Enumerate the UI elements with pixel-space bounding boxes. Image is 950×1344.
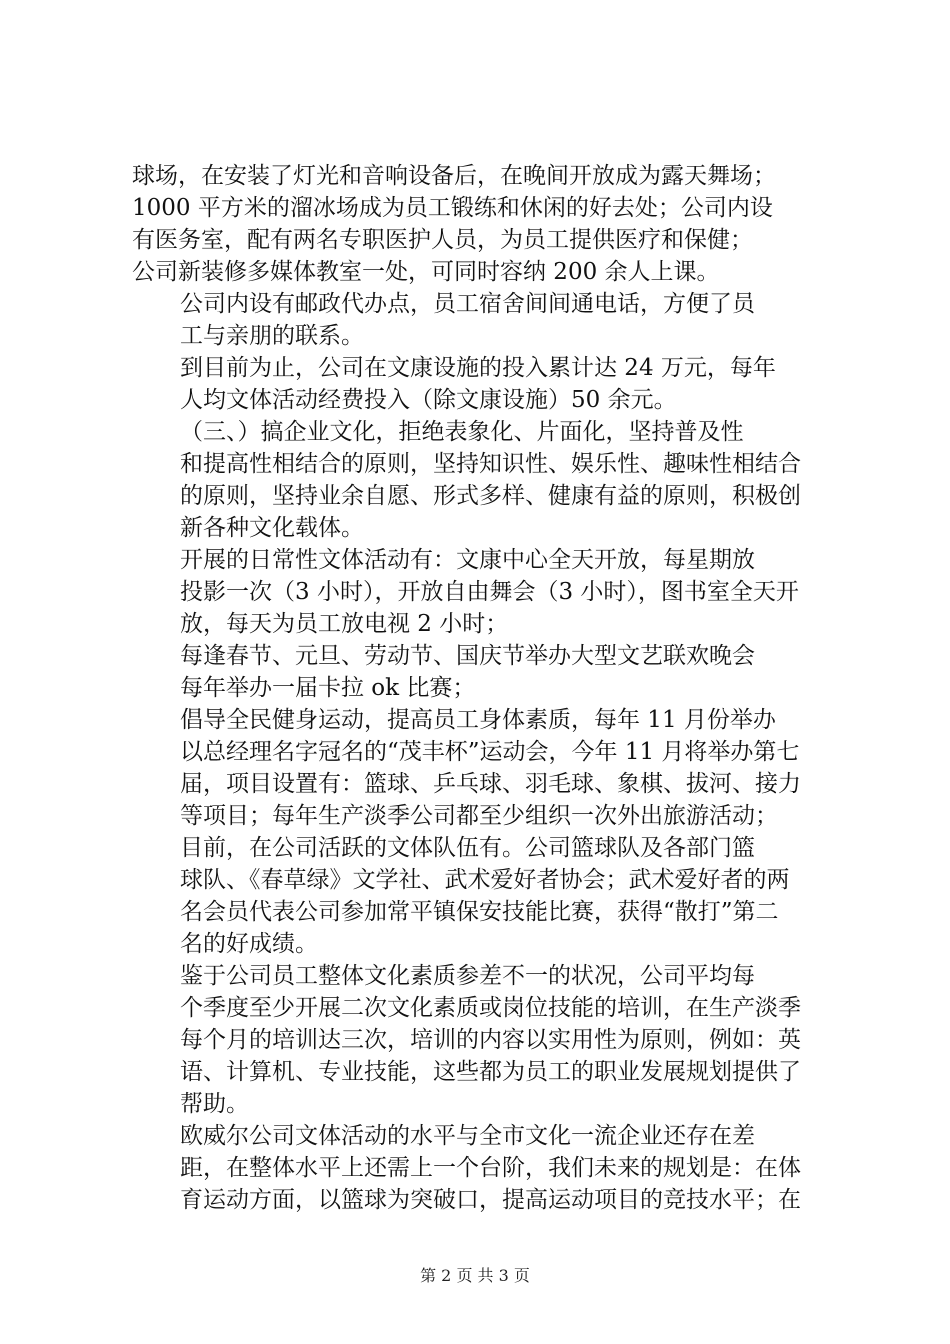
text-line: 帮助。 (180, 1091, 249, 1117)
text-line: 1000 平方米的溜冰场成为员工锻练和休闲的好去处；公司内设 (132, 195, 773, 221)
text-line: 每逢春节、元旦、劳动节、国庆节举办大型文艺联欢晚会 (180, 643, 755, 669)
text-line: 以总经理名字冠名的“茂丰杯”运动会，今年 11 月将举办第七 (180, 739, 800, 765)
paragraph-facilities (132, 160, 832, 288)
text-line: （三、）搞企业文化，拒绝表象化、片面化，坚持普及性 (180, 419, 744, 445)
paragraph-training (132, 960, 832, 1120)
text-line: 个季度至少开展二次文化素质或岗位技能的培训，在生产淡季 (180, 995, 801, 1021)
text-line: 语、计算机、专业技能，这些都为员工的职业发展规划提供了 (180, 1059, 801, 1085)
paragraph-holiday-events (132, 640, 832, 704)
page-indicator: 第 2 页 共 3 页 (420, 1266, 530, 1285)
document-body (132, 160, 832, 1216)
paragraph-postal (132, 288, 832, 352)
text-line: 公司新装修多媒体教室一处，可同时容纳 200 余人上课。 (132, 259, 720, 285)
text-line: 球队、《春草绿》文学社、武术爱好者协会；武术爱好者的两 (180, 867, 790, 893)
text-line: 新各种文化载体。 (180, 515, 364, 541)
text-line: 的原则，坚持业余自愿、形式多样、健康有益的原则，积极创 (180, 483, 801, 509)
paragraph-culture-principles (132, 416, 832, 544)
text-line: 鉴于公司员工整体文化素质参差不一的状况，公司平均每 (180, 963, 755, 989)
text-line: 每年举办一届卡拉 ok 比赛； (180, 675, 476, 701)
text-line: 倡导全民健身运动，提高员工身体素质，每年 11 月份举办 (180, 707, 776, 733)
text-line: 投影一次（3 小时），开放自由舞会（3 小时），图书室全天开 (180, 579, 799, 605)
paragraph-future-plan (132, 1120, 832, 1216)
paragraph-investment (132, 352, 832, 416)
text-line: 每个月的培训达三次，培训的内容以实用性为原则，例如：英 (180, 1027, 801, 1053)
text-line: 和提高性相结合的原则，坚持知识性、娱乐性、趣味性相结合 (180, 451, 801, 477)
text-line: 届，项目设置有：篮球、乒乓球、羽毛球、象棋、拔河、接力 (180, 771, 801, 797)
text-line: 公司内设有邮政代办点，员工宿舍间间通电话，方便了员 (180, 291, 755, 317)
paragraph-fitness (132, 704, 832, 832)
text-line: 人均文体活动经费投入（除文康设施）50 余元。 (180, 387, 677, 413)
text-line: 距，在整体水平上还需上一个台阶，我们未来的规划是：在体 (180, 1155, 801, 1181)
page-footer (0, 1263, 950, 1286)
paragraph-teams (132, 832, 832, 960)
text-line: 等项目；每年生产淡季公司都至少组织一次外出旅游活动； (180, 803, 778, 829)
text-line: 目前，在公司活跃的文体队伍有。公司篮球队及各部门篮 (180, 835, 755, 861)
text-line: 工与亲朋的联系。 (180, 323, 364, 349)
text-line: 开展的日常性文体活动有：文康中心全天开放，每星期放 (180, 547, 755, 573)
text-line: 育运动方面，以篮球为突破口，提高运动项目的竞技水平；在 (180, 1187, 801, 1213)
text-line: 到目前为止，公司在文康设施的投入累计达 24 万元，每年 (180, 355, 776, 381)
paragraph-daily-activities (132, 544, 832, 640)
text-line: 名会员代表公司参加常平镇保安技能比赛，获得“散打”第二 (180, 899, 779, 925)
text-line: 球场，在安装了灯光和音响设备后，在晚间开放成为露天舞场； (132, 163, 776, 189)
text-line: 放，每天为员工放电视 2 小时； (180, 611, 509, 637)
text-line: 欧威尔公司文体活动的水平与全市文化一流企业还存在差 (180, 1123, 755, 1149)
text-line: 有医务室，配有两名专职医护人员，为员工提供医疗和保健； (132, 227, 753, 253)
text-line: 名的好成绩。 (180, 931, 318, 957)
